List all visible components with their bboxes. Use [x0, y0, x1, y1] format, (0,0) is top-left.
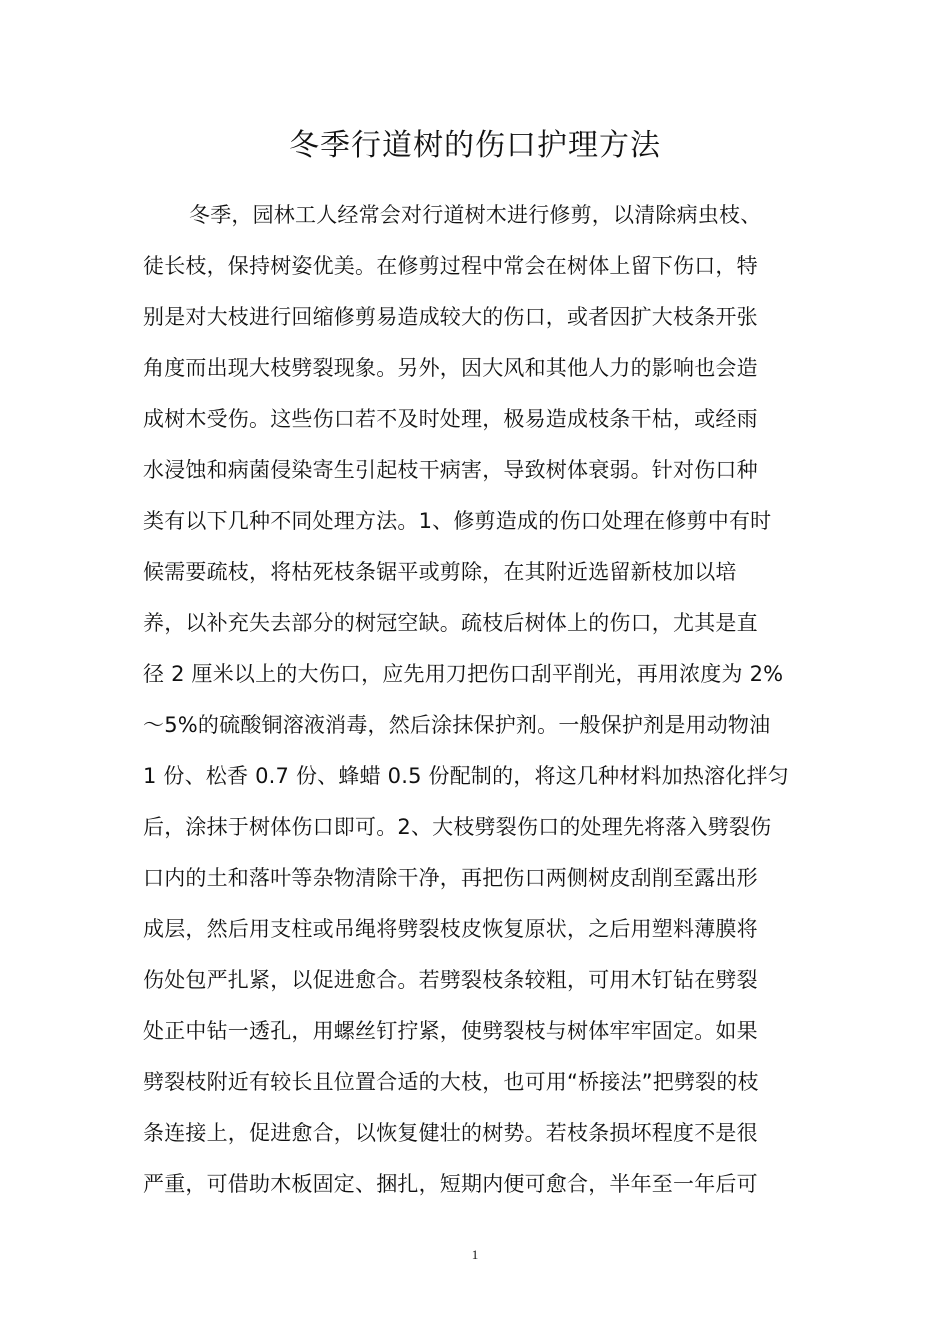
text-line: 处正中钻一透孔，用螺丝钉拧紧，使劈裂枝与树体牢牢固定。如果 — [143, 1019, 758, 1043]
text-line: 别是对大枝进行回缩修剪易造成较大的伤口，或者因扩大枝条开张 — [143, 305, 758, 329]
text-line: 角度而出现大枝劈裂现象。另外，因大风和其他人力的影响也会造 — [143, 356, 758, 380]
text-line: 成树木受伤。这些伤口若不及时处理，极易造成枝条干枯，或经雨 — [143, 407, 758, 431]
text-line: 类有以下几种不同处理方法。1、修剪造成的伤口处理在修剪中有时 — [143, 509, 772, 533]
text-line: 1 份、松香 0.7 份、蜂蜡 0.5 份配制的，将这几种材料加热溶化拌匀 — [143, 764, 789, 788]
text-line: 劈裂枝附近有较长且位置合适的大枝，也可用“桥接法”把劈裂的枝 — [143, 1070, 759, 1094]
text-line: 成层，然后用支柱或吊绳将劈裂枝皮恢复原状，之后用塑料薄膜将 — [143, 917, 758, 941]
text-line: 伤处包严扎紧，以促进愈合。若劈裂枝条较粗，可用木钉钻在劈裂 — [143, 968, 758, 992]
text-line: 径 2 厘米以上的大伤口，应先用刀把伤口刮平削光，再用浓度为 2% — [143, 662, 784, 686]
body-paragraph — [143, 197, 808, 1217]
text-line: 严重，可借助木板固定、捆扎，短期内便可愈合，半年至一年后可 — [143, 1172, 758, 1196]
document-title: 冬季行道树的伤口护理方法 — [289, 128, 661, 163]
text-line: 徒长枝，保持树姿优美。在修剪过程中常会在树体上留下伤口，特 — [143, 254, 758, 278]
text-line: 养，以补充失去部分的树冠空缺。疏枝后树体上的伤口，尤其是直 — [143, 611, 758, 635]
text-line: 条连接上，促进愈合，以恢复健壮的树势。若枝条损坏程度不是很 — [143, 1121, 758, 1145]
text-line: 冬季，园林工人经常会对行道树木进行修剪，以清除病虫枝、 — [189, 203, 762, 227]
text-line: 候需要疏枝，将枯死枝条锯平或剪除，在其附近选留新枝加以培 — [143, 560, 737, 584]
text-line: ～5%的硫酸铜溶液消毒，然后涂抹保护剂。一般保护剂是用动物油 — [143, 713, 771, 737]
text-line: 水浸蚀和病菌侵染寄生引起枝干病害，导致树体衰弱。针对伤口种 — [143, 458, 758, 482]
text-line: 后，涂抹于树体伤口即可。2、大枝劈裂伤口的处理先将落入劈裂伤 — [143, 815, 772, 839]
page-number: 1 — [471, 1247, 479, 1262]
text-line: 口内的土和落叶等杂物清除干净，再把伤口两侧树皮刮削至露出形 — [143, 866, 758, 890]
